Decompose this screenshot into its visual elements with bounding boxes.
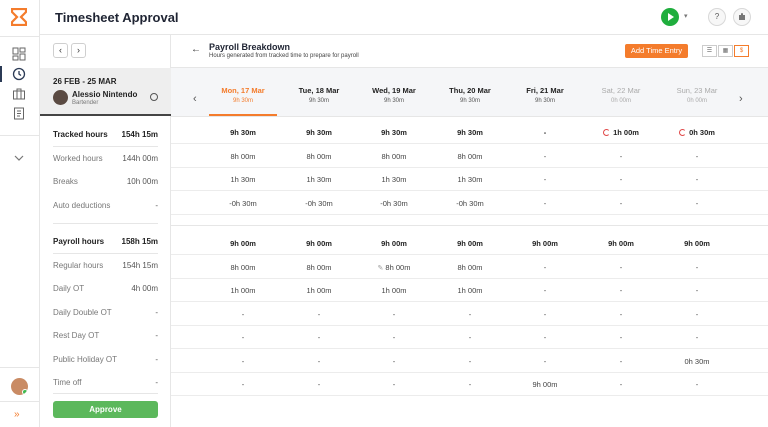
table-cell[interactable] [583,310,659,319]
day-name: Tue, 18 Mar [298,86,340,95]
table-cell[interactable] [281,175,357,184]
table-row [171,303,768,326]
table-cell[interactable] [507,175,583,184]
day-name: Thu, 20 Mar [449,86,491,95]
table-row [171,350,768,373]
prev-period-button[interactable]: ‹ [53,43,68,58]
cell-value: - [619,286,623,295]
cell-value: 9h 30m [306,128,332,137]
cell-value: 9h 00m [230,239,256,248]
day-column-header[interactable] [507,86,583,104]
employee-name: Alessio Nintendo [72,90,138,99]
summary-label: Rest Day OT [53,331,100,340]
cell-value: - [695,175,699,184]
day-hours: 9h 30m [308,98,329,104]
table-cell[interactable] [583,199,659,208]
table-cell[interactable] [205,199,281,208]
cell-value: - [619,380,623,389]
table-row [171,192,768,215]
employee-avatar [53,90,68,105]
section-subtitle: Hours generated from tracked time to prepare for payroll [209,53,359,59]
table-cell[interactable] [205,128,281,137]
cell-value: - [619,262,623,272]
cell-value: 1h 30m [457,175,483,184]
summary-label: Tracked hours [53,130,108,139]
table-cell[interactable] [583,263,659,272]
table-row [171,279,768,302]
cell-value: 9h 00m [532,239,558,248]
cell-value: 8h 00m [230,151,256,161]
table-cell[interactable] [432,357,508,366]
summary-breaks [53,177,158,189]
day-hours: 9h 30m [459,98,480,104]
day-hours: 0h 00m [686,98,707,104]
table-cell[interactable] [432,380,508,389]
help-icon[interactable]: ? [708,8,726,26]
table-row [171,232,768,255]
day-name: Sat, 22 Mar [601,86,641,95]
table-cell[interactable] [583,152,659,161]
summary-daily-ot [53,284,158,296]
day-hours: 9h 30m [383,98,404,104]
summary-divider [53,253,158,254]
cell-value: 1h 00m [613,128,639,137]
cell-value: 9h 00m [306,239,332,248]
table-cell[interactable] [205,239,281,248]
table-cell[interactable] [432,128,508,137]
cell-value: 1h 30m [381,175,407,184]
briefcase-icon[interactable] [12,87,26,101]
grid-view-button[interactable]: ▦ [718,45,733,57]
day-column-header[interactable] [356,86,432,104]
cell-value: 8h 00m [385,262,411,272]
day-hours: 9h 30m [534,98,555,104]
table-cell[interactable] [659,310,735,319]
cell-value: 9h 30m [381,128,407,137]
cell-value: 1h 30m [306,175,332,184]
summary-label: Daily Double OT [53,308,112,317]
day-column-header[interactable] [432,86,508,104]
section-title: Payroll Breakdown [209,42,291,52]
table-cell[interactable] [659,239,735,248]
cell-value: -0h 30m [229,198,257,208]
cell-value: - [543,262,547,272]
summary-value: 158h 15m [121,237,158,246]
cell-value: - [317,309,321,319]
day-hours: 9h 30m [232,98,253,104]
table-cell[interactable] [507,310,583,319]
table-cell[interactable] [432,310,508,319]
day-name: Mon, 17 Mar [221,86,265,95]
cell-value: - [468,356,472,366]
table-cell[interactable] [432,286,508,295]
table-row [171,373,768,396]
cell-value: - [468,333,472,342]
cell-value: - [241,380,245,389]
table-cell[interactable] [281,128,357,137]
summary-label: Payroll hours [53,237,105,246]
cell-value: - [695,380,699,389]
cell-value: - [543,175,547,184]
summary-rest-day-ot [53,331,158,343]
table-cell[interactable] [507,286,583,295]
rail-divider [0,36,40,37]
section-divider [171,225,768,226]
table-cell[interactable] [356,152,432,161]
summary-label: Worked hours [53,154,103,163]
table-cell[interactable] [356,286,432,295]
summary-value: - [155,308,158,317]
page-title: Timesheet Approval [55,10,179,25]
table-row [171,121,768,144]
cell-value: 0h 30m [684,356,710,366]
cell-value: -0h 30m [380,198,408,208]
table-row [171,168,768,191]
summary-value: 4h 00m [131,284,158,293]
timer-dropdown-caret[interactable]: ▾ [684,13,688,20]
cell-value: 0h 30m [689,128,715,137]
table-cell[interactable] [583,357,659,366]
play-icon[interactable] [661,8,679,26]
cell-value: - [619,151,623,161]
cell-value: - [392,356,396,366]
cell-value: 1h 00m [457,286,483,295]
summary-value: - [155,331,158,340]
rail-divider [0,135,40,136]
cell-value: - [392,380,396,389]
payroll-breakdown [171,35,768,427]
cell-value: - [695,151,699,161]
cell-value: - [619,175,623,184]
table-cell[interactable] [659,263,735,272]
summary-value: - [155,355,158,364]
table-row [171,145,768,168]
cell-value: 9h 30m [457,128,483,137]
summary-value: - [155,201,158,210]
cell-value: 8h 00m [230,262,256,272]
employee-panel [40,35,171,427]
summary-label: Public Holiday OT [53,355,118,364]
cell-value: 8h 00m [381,151,407,161]
table-cell[interactable] [205,263,281,272]
cell-value: - [241,356,245,366]
table-cell[interactable] [659,199,735,208]
period-range: 26 FEB - 25 MAR [53,77,117,86]
cell-value: 8h 00m [306,151,332,161]
active-nav-indicator [0,66,2,82]
table-cell[interactable] [356,199,432,208]
summary-auto-deductions [53,201,158,213]
cell-value: 9h 00m [684,239,710,248]
table-cell[interactable] [583,128,659,137]
table-cell[interactable] [507,128,583,137]
cell-value: - [468,309,472,319]
table-cell[interactable] [659,175,735,184]
cell-value: - [241,333,245,342]
table-cell[interactable] [507,152,583,161]
table-cell[interactable] [281,199,357,208]
summary-value: 154h 15m [122,261,158,270]
cell-value: -0h 30m [305,198,333,208]
next-week-arrow[interactable]: › [739,93,743,105]
table-cell[interactable] [356,175,432,184]
table-cell[interactable] [356,263,432,272]
cell-value: - [317,356,321,366]
cell-value: - [695,198,699,208]
table-cell[interactable] [507,333,583,342]
cell-value: - [241,309,245,319]
cell-value: 8h 00m [457,262,483,272]
online-status-dot [22,389,28,395]
table-cell[interactable] [659,333,735,342]
summary-regular-hours [53,261,158,273]
summary-label: Regular hours [53,261,104,270]
table-cell[interactable] [432,333,508,342]
table-cell[interactable] [356,357,432,366]
summary-tracked-hours [53,130,158,142]
summary-label: Breaks [53,177,78,186]
payroll-view-button[interactable]: $ [734,45,749,57]
employee-card[interactable] [40,68,171,116]
table-cell[interactable] [507,357,583,366]
day-column-header[interactable] [583,86,659,104]
table-cell[interactable] [356,239,432,248]
prev-week-arrow[interactable]: ‹ [193,93,197,105]
cell-value: -0h 30m [456,198,484,208]
table-cell[interactable] [659,380,735,389]
table-cell[interactable] [507,199,583,208]
summary-label: Auto deductions [53,201,111,210]
expand-rail-icon[interactable]: » [14,409,20,420]
puzzle-icon[interactable] [733,8,751,26]
cell-value: - [695,333,699,342]
active-day-underline [209,114,277,116]
summary-value: 154h 15m [121,130,158,139]
cell-value: - [619,309,623,319]
chevron-down-icon[interactable] [12,151,26,165]
table-cell[interactable] [205,357,281,366]
summary-divider [53,393,158,394]
cell-value: - [695,286,699,295]
cell-value: - [543,286,547,295]
summary-payroll-hours [53,237,158,249]
cell-value: 1h 00m [230,286,256,295]
table-cell[interactable] [583,239,659,248]
cell-value: - [392,333,396,342]
table-cell[interactable] [205,286,281,295]
cell-value: 8h 00m [306,262,332,272]
summary-value: - [155,378,158,387]
table-cell[interactable] [583,286,659,295]
table-cell[interactable] [432,175,508,184]
table-cell[interactable] [281,152,357,161]
table-cell[interactable] [432,199,508,208]
cell-value: 9h 30m [230,128,256,137]
table-cell[interactable] [432,152,508,161]
cell-value: - [543,151,547,161]
overtime-clock-icon [603,129,610,136]
cell-value: - [543,309,547,319]
table-cell[interactable] [507,239,583,248]
table-cell[interactable] [281,263,357,272]
table-cell[interactable] [432,239,508,248]
hourglass-logo-icon[interactable] [11,8,27,26]
day-name: Sun, 23 Mar [676,86,718,95]
table-cell[interactable] [281,286,357,295]
clock-icon[interactable] [12,67,26,81]
cell-value: 9h 00m [532,380,558,389]
table-cell[interactable] [356,333,432,342]
cell-value: 9h 00m [457,239,483,248]
cell-value: - [468,380,472,389]
table-cell[interactable] [356,310,432,319]
summary-time-off [53,378,158,390]
next-period-button[interactable]: › [71,43,86,58]
cell-value: - [619,333,623,342]
overtime-clock-icon [679,129,686,136]
cell-value: - [695,262,699,272]
add-time-entry-button[interactable]: Add Time Entry [625,44,688,58]
dashboard-icon[interactable] [12,47,26,61]
table-cell[interactable] [432,263,508,272]
table-cell[interactable] [281,333,357,342]
cell-value: - [695,309,699,319]
table-cell[interactable] [659,357,735,366]
edit-pencil-icon[interactable]: ✎ [377,264,384,272]
table-cell[interactable] [205,152,281,161]
cell-value: 9h 00m [608,239,634,248]
table-cell[interactable] [356,128,432,137]
rail-divider [0,367,40,368]
cell-value: - [317,380,321,389]
summary-divider [53,223,158,224]
summary-label: Time off [53,378,82,387]
day-column-header[interactable] [205,86,281,104]
table-cell[interactable] [507,263,583,272]
table-cell[interactable] [356,380,432,389]
table-cell[interactable] [205,175,281,184]
day-name: Wed, 19 Mar [372,86,416,95]
cell-value: 8h 00m [457,151,483,161]
table-cell[interactable] [281,310,357,319]
table-cell[interactable] [583,175,659,184]
cell-value: - [543,356,547,366]
table-cell[interactable] [659,152,735,161]
rail-divider [0,401,40,402]
cell-value: - [317,333,321,342]
cell-value: 1h 00m [381,286,407,295]
cell-value: - [543,128,547,137]
list-view-button[interactable]: ☰ [702,45,717,57]
cell-value: - [392,309,396,319]
cell-value: 1h 00m [306,286,332,295]
table-cell[interactable] [659,286,735,295]
day-column-header[interactable] [281,86,357,104]
summary-daily-double-ot [53,308,158,320]
table-cell[interactable] [281,357,357,366]
cell-value: - [543,333,547,342]
table-cell[interactable] [205,380,281,389]
day-column-header[interactable] [659,86,735,104]
summary-public-holiday-ot [53,355,158,367]
table-row [171,326,768,349]
day-name: Fri, 21 Mar [526,86,564,95]
table-cell[interactable] [583,333,659,342]
cell-value: 9h 00m [381,239,407,248]
day-hours: 0h 00m [610,98,631,104]
table-cell[interactable] [583,380,659,389]
approve-button[interactable]: Approve [53,401,158,418]
cell-value: 1h 30m [230,175,256,184]
table-cell[interactable] [507,380,583,389]
summary-worked-hours [53,154,158,166]
top-header [40,0,768,35]
approval-status-icon [150,93,158,101]
table-cell[interactable] [205,333,281,342]
cell-value: - [619,356,623,366]
summary-value: 10h 00m [126,177,158,186]
table-row [171,256,768,279]
table-cell[interactable] [281,239,357,248]
table-cell[interactable] [281,380,357,389]
user-avatar[interactable] [11,378,28,395]
cell-value: - [619,198,623,208]
employee-role: Bartender [72,100,99,106]
table-cell[interactable] [205,310,281,319]
back-arrow-icon[interactable]: ← [191,44,201,55]
table-cell[interactable] [659,128,735,137]
cell-value: - [543,198,547,208]
summary-value: 144h 00m [122,154,158,163]
summary-divider [53,146,158,147]
summary-label: Daily OT [53,284,85,293]
icon-rail [0,0,40,427]
clipboard-icon[interactable] [12,106,26,120]
